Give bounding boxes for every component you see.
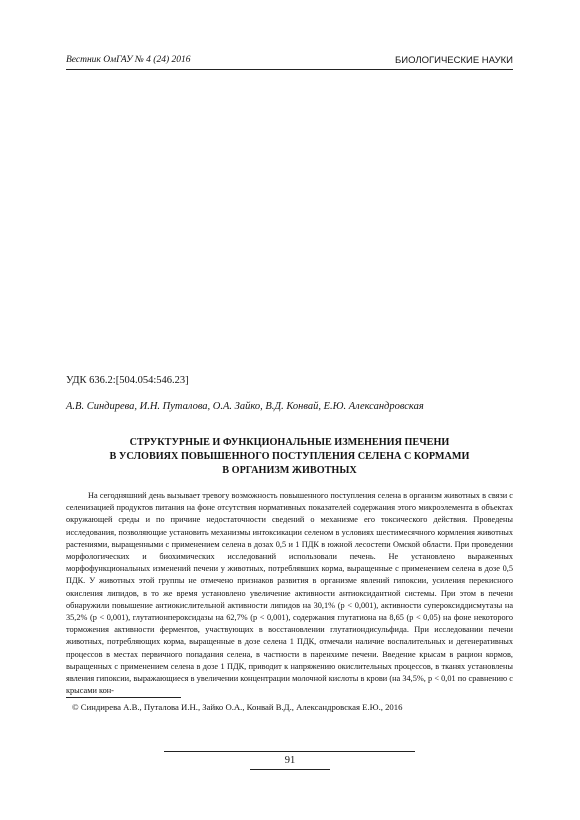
journal-title: Вестник ОмГАУ № 4 (24) 2016 [66,55,191,65]
abstract [66,490,513,697]
title-line: В ОРГАНИЗМ ЖИВОТНЫХ [222,465,357,476]
abstract-paragraph: На сегодняшний день вызывает тревогу возможность повышенного поступления селена в организм животных в связи с селенизацией продуктов питания на фоне отсутствия нормативных показателей содержания этого микроэлемента в объектах окружающей среды и по причине недостаточности сведений о механизме его токсического действия. Проведены исследования, позволяющие установить механизмы интоксикации селеном в условиях шестимесячного кормления животных растениями, выращенными с применением селена в дозах 0,5 и 1 ПДК в южной лесостепи Омской области. При проведении морфологических и биохимических исследований использовали печень. Не установлено выраженных морфофункциональных изменений печени у животных, потреблявших корма, выращенные с применением селена в дозе 0,5 ПДК. У животных этой группы не отмечено признаков развития в организме явлений гипоксии, усиления перекисного окисления липидов, в то же время установлено увеличение активности антиоксидантной системы. При этом в печени обнаружили повышение антиокислительной активности липидов на 30,1% (р < 0,001), активности супероксиддисмутазы на 35,2% (р < 0,001), глутатионпероксидазы на 62,7% (р < 0,001), содержания глутатиона на 8,65 (р < 0,05) на фоне некоторого торможения активности ферментов, участвующих в восстановлении глутатиондисульфида. При исследовании печени животных, потребляющих корма, выращенные в дозе селена 1 ПДК, отмечали наличие воспалительных и дегенеративных процессов в местах первичного попадания селена, в частности в паренхиме печени. Введение крысам в рацион кормов, выращенных с применением селена в дозе 1 ПДК, приводит к напряжению окислительных процессов, в тканях установлены явления гипоксии, выражающиеся в увеличении концентрации молочной кислоты в крови (на 34,5%, р < 0,01 по сравнению с крысами кон- [66,491,513,696]
authors-line: А.В. Синдирева, И.Н. Путалова, О.А. Зайко, В.Д. Конвай, Е.Ю. Александровская [66,401,424,412]
title-line: В УСЛОВИЯХ ПОВЫШЕННОГО ПОСТУПЛЕНИЯ СЕЛЕНА С КОРМАМИ [109,451,470,462]
footnote-divider [66,697,181,698]
title-line: СТРУКТУРНЫЕ И ФУНКЦИОНАЛЬНЫЕ ИЗМЕНЕНИЯ ПЕЧЕНИ [129,437,450,448]
udk-code: УДК 636.2:[504.054:546.23] [66,375,189,386]
copyright-footnote: © Синдирева А.В., Путалова И.Н., Зайко О.А., Конвай В.Д., Александровская Е.Ю., 2016 [72,702,403,712]
page-number: 91 [250,751,330,770]
article-title [66,436,513,478]
section-title: БИОЛОГИЧЕСКИЕ НАУКИ [395,55,513,66]
header-divider [66,69,513,70]
